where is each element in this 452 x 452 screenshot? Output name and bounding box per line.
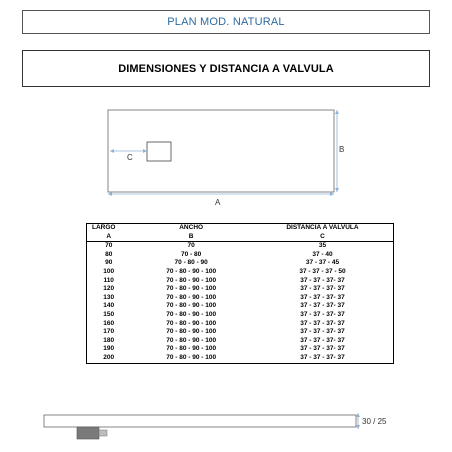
cell-distancia: 37 - 37 - 37- 37: [300, 336, 345, 344]
cell-largo: 70: [105, 242, 113, 250]
cell-ancho: 70: [187, 242, 195, 250]
thickness-arrow-bottom: [356, 425, 360, 429]
cell-ancho: 70 - 80 - 90 - 100: [166, 276, 217, 284]
subheader-b: B: [130, 233, 252, 242]
subheader-a: A: [87, 233, 131, 242]
thickness-label: 30 / 25: [362, 417, 387, 426]
cell-ancho: 70 - 80 - 90 - 100: [166, 267, 217, 275]
page-title: PLAN MOD. NATURAL: [167, 16, 285, 28]
cell-largo: 150: [103, 310, 115, 318]
thickness-arrow-top: [356, 413, 360, 417]
header-ancho: ANCHO: [179, 224, 204, 231]
subheader-c: C: [252, 233, 394, 242]
tray-profile: [44, 415, 356, 427]
cell-distancia: 37 - 37 - 37 - 50: [299, 267, 346, 275]
label-c: C: [127, 153, 133, 162]
cell-ancho: 70 - 80 - 90 - 100: [166, 319, 217, 327]
cell-largo: 80: [105, 250, 113, 258]
section-heading: DIMENSIONES Y DISTANCIA A VALVULA: [118, 62, 334, 75]
cell-largo: 90: [105, 259, 113, 267]
cell-distancia: 37 - 37 - 37- 37: [300, 293, 345, 301]
cell-ancho: 70 - 80 - 90 - 100: [166, 328, 217, 336]
cell-largo: 120: [103, 285, 115, 293]
cell-largo: 200: [103, 353, 115, 361]
cell-distancia: 37 - 37 - 37- 37: [300, 345, 345, 353]
drain-valve: [77, 427, 99, 439]
cell-largo: 100: [103, 267, 115, 275]
cell-largo: 130: [103, 293, 115, 301]
cell-largo: 180: [103, 336, 115, 344]
cell-largo: 140: [103, 302, 115, 310]
cell-ancho: 70 - 80 - 90: [174, 259, 208, 267]
label-b: B: [339, 145, 345, 154]
cell-ancho: 70 - 80 - 90 - 100: [166, 293, 217, 301]
cell-distancia: 37 - 37 - 37- 37: [300, 328, 345, 336]
cell-ancho: 70 - 80 - 90 - 100: [166, 310, 217, 318]
cell-ancho: 70 - 80: [181, 250, 202, 258]
label-a: A: [215, 198, 221, 207]
cell-distancia: 37 - 37 - 37- 37: [300, 353, 345, 361]
cell-distancia: 37 - 37 - 37- 37: [300, 302, 345, 310]
cell-distancia: 37 - 37 - 37- 37: [300, 310, 345, 318]
header-distancia: DISTANCIA A VALVULA: [286, 224, 359, 231]
cell-distancia: 37 - 37 - 45: [305, 259, 340, 267]
drain-pipe: [99, 430, 107, 436]
cell-distancia: 37 - 37 - 37- 37: [300, 276, 345, 284]
cell-largo: 160: [103, 319, 115, 327]
cell-ancho: 70 - 80 - 90 - 100: [166, 353, 217, 361]
cell-distancia: 37 - 40: [312, 250, 333, 258]
cell-ancho: 70 - 80 - 90 - 100: [166, 285, 217, 293]
cell-ancho: 70 - 80 - 90 - 100: [166, 345, 217, 353]
cell-largo: 110: [103, 276, 114, 284]
cell-largo: 170: [103, 328, 115, 336]
cell-ancho: 70 - 80 - 90 - 100: [166, 302, 217, 310]
cell-largo: 190: [103, 345, 115, 353]
cell-ancho: 70 - 80 - 90 - 100: [166, 336, 217, 344]
cell-distancia: 37 - 37 - 37- 37: [300, 285, 345, 293]
cell-distancia: 37 - 37 - 37- 37: [300, 319, 345, 327]
cell-distancia: 35: [318, 242, 327, 250]
header-largo: LARGO: [92, 224, 116, 231]
